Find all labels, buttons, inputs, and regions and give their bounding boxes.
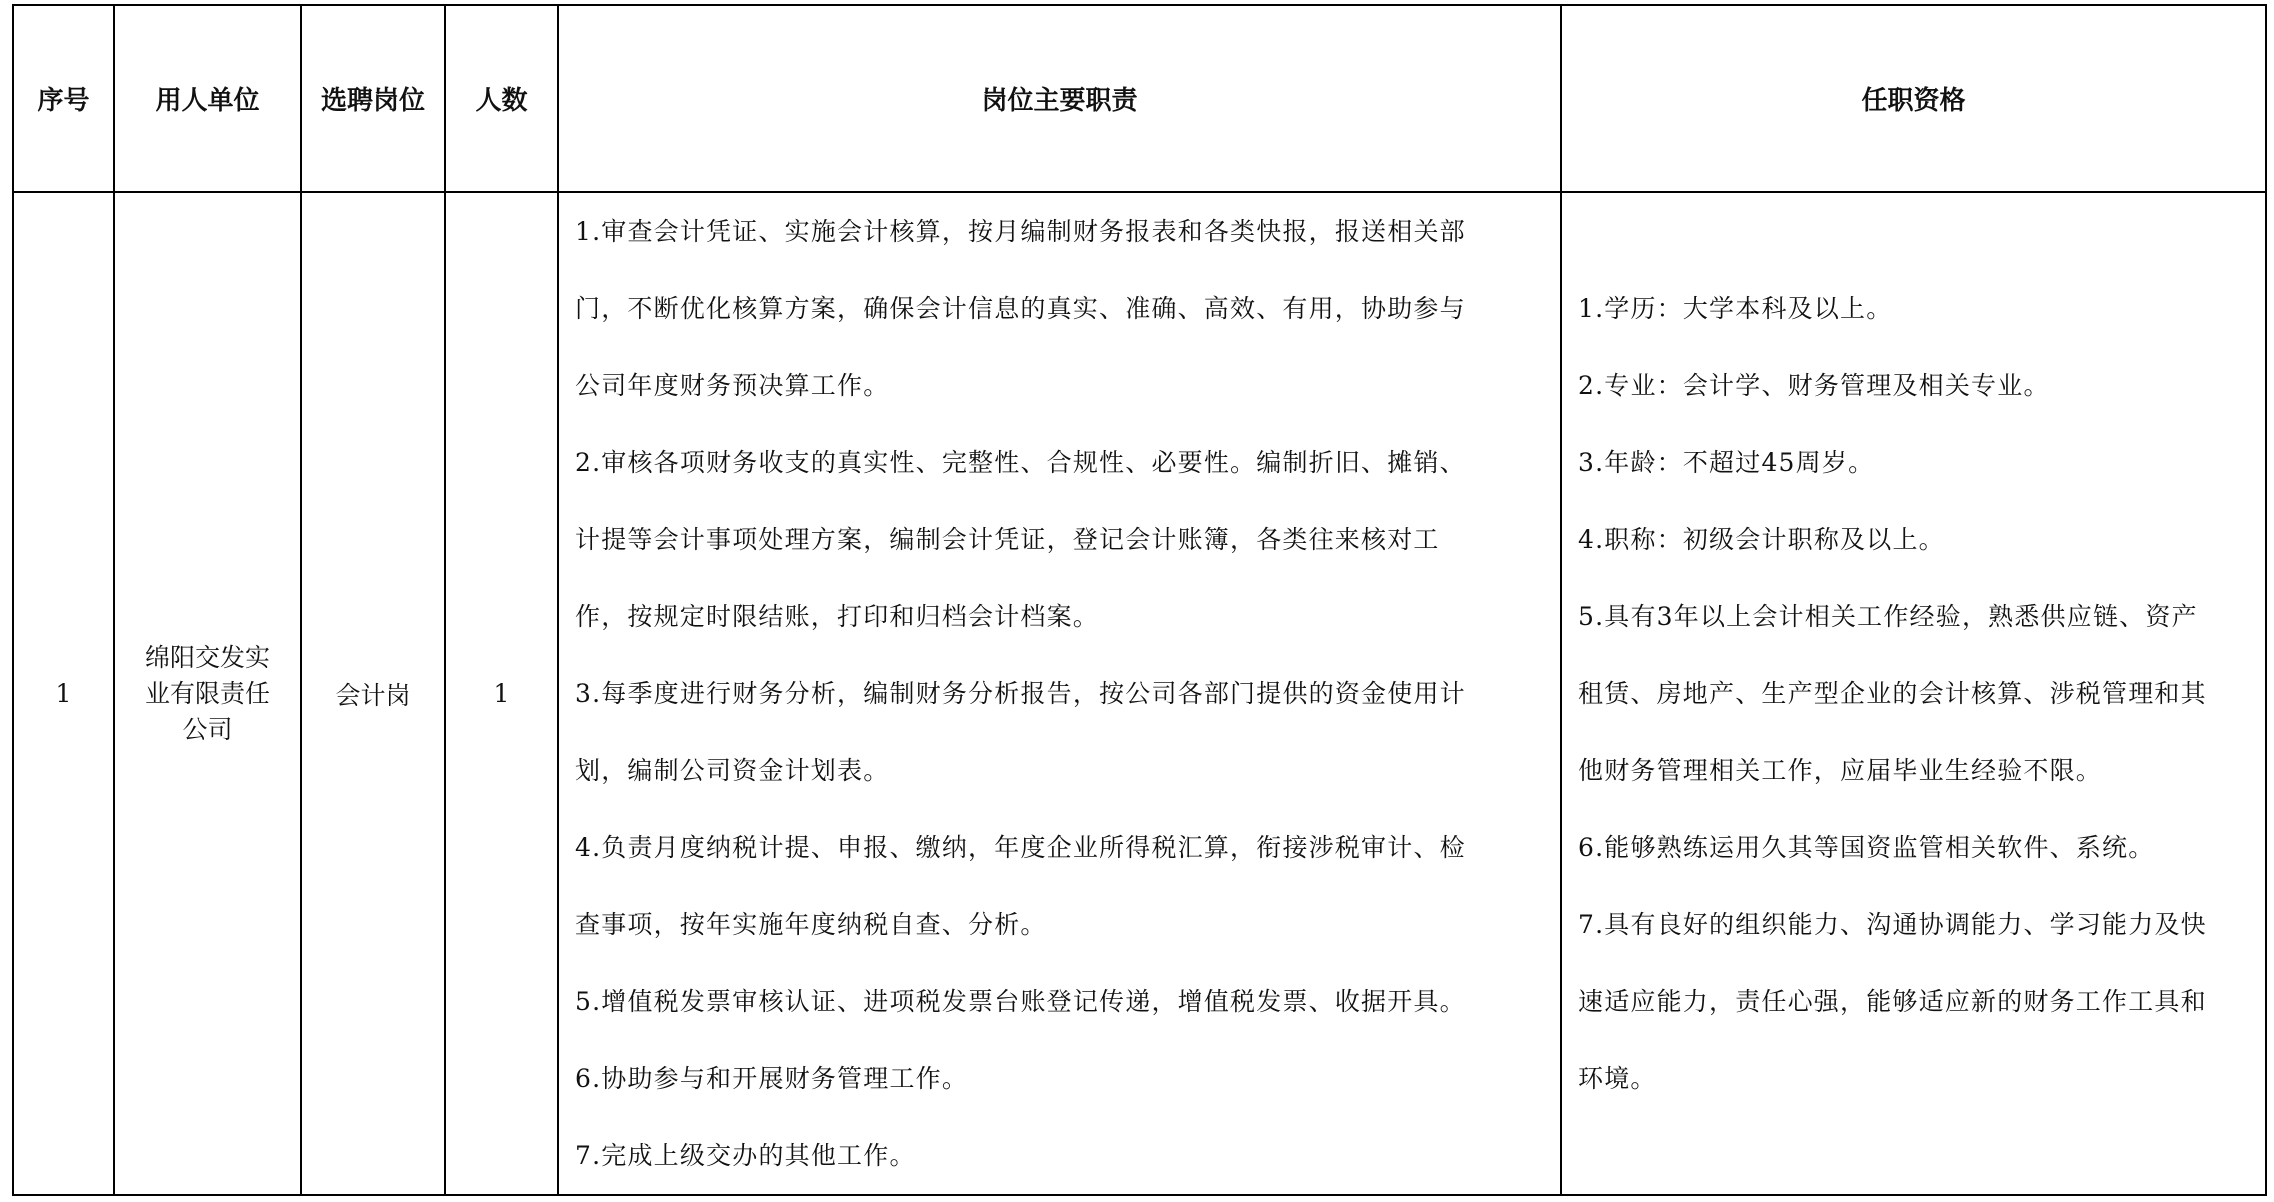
header-position: 选聘岗位	[301, 5, 445, 192]
duty-line: 作，按规定时限结账，打印和归档会计档案。	[575, 602, 1100, 631]
recruitment-table	[12, 4, 2267, 1196]
header-row	[13, 5, 2266, 192]
cell-duties	[558, 192, 1561, 1195]
duty-line: 2.审核各项财务收支的真实性、完整性、合规性、必要性。编制折旧、摊销、	[575, 448, 1466, 477]
qualification-line: 环境。	[1578, 1064, 1657, 1093]
duty-line: 划，编制公司资金计划表。	[575, 756, 890, 785]
duty-line: 计提等会计事项处理方案，编制会计凭证，登记会计账簿，各类往来核对工	[575, 525, 1440, 554]
cell-index: 1	[13, 192, 114, 1195]
cell-count: 1	[445, 192, 558, 1195]
cell-position: 会计岗	[301, 192, 445, 1195]
header-employer: 用人单位	[114, 5, 301, 192]
header-count: 人数	[445, 5, 558, 192]
header-duties: 岗位主要职责	[558, 5, 1561, 192]
qualification-line: 速适应能力，责任心强，能够适应新的财务工作工具和	[1578, 987, 2207, 1016]
qualification-line: 1.学历：大学本科及以上。	[1578, 294, 1893, 323]
cell-employer	[114, 192, 301, 1195]
header-index: 序号	[13, 5, 114, 192]
qualification-line: 6.能够熟练运用久其等国资监管相关软件、系统。	[1578, 833, 2155, 862]
qualification-line: 5.具有3年以上会计相关工作经验，熟悉供应链、资产	[1578, 602, 2198, 631]
employer-line: 业有限责任	[144, 678, 270, 708]
qualification-line: 租赁、房地产、生产型企业的会计核算、涉税管理和其	[1578, 679, 2207, 708]
duty-line: 6.协助参与和开展财务管理工作。	[575, 1064, 969, 1093]
duty-line: 1.审查会计凭证、实施会计核算，按月编制财务报表和各类快报，报送相关部	[575, 217, 1466, 246]
qualification-line: 7.具有良好的组织能力、沟通协调能力、学习能力及快	[1578, 910, 2207, 939]
cell-qualifications	[1561, 192, 2266, 1195]
table-row	[13, 192, 2266, 1195]
duty-line: 公司年度财务预决算工作。	[575, 371, 890, 400]
duty-line: 5.增值税发票审核认证、进项税发票台账登记传递，增值税发票、收据开具。	[575, 987, 1466, 1016]
employer-line: 公司	[182, 714, 233, 744]
duty-line: 7.完成上级交办的其他工作。	[575, 1141, 916, 1170]
qualification-line: 他财务管理相关工作，应届毕业生经验不限。	[1578, 756, 2103, 785]
qualification-line: 4.职称：初级会计职称及以上。	[1578, 525, 1945, 554]
qualification-line: 2.专业：会计学、财务管理及相关专业。	[1578, 371, 2050, 400]
duty-line: 3.每季度进行财务分析，编制财务分析报告，按公司各部门提供的资金使用计	[575, 679, 1466, 708]
qualification-line: 3.年龄：不超过45周岁。	[1578, 448, 1875, 477]
employer-line: 绵阳交发实	[144, 642, 270, 672]
duty-line: 查事项，按年实施年度纳税自查、分析。	[575, 910, 1047, 939]
header-qualifications: 任职资格	[1561, 5, 2266, 192]
duty-line: 4.负责月度纳税计提、申报、缴纳，年度企业所得税汇算，衔接涉税审计、检	[575, 833, 1466, 862]
duty-line: 门，不断优化核算方案，确保会计信息的真实、准确、高效、有用，协助参与	[575, 294, 1466, 323]
